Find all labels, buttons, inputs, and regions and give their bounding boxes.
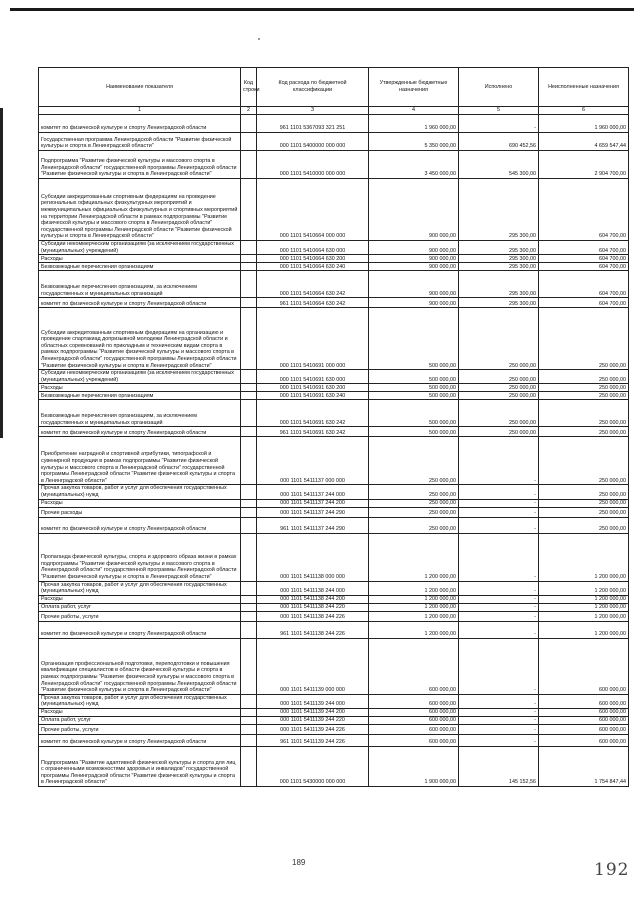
row-name: комитет по физической культуре и спорту Ленинградской области — [39, 517, 241, 533]
row-line-code — [241, 734, 257, 746]
row-executed: - — [459, 716, 539, 724]
row-name: Расходы — [39, 708, 241, 716]
row-budget-code: 000 1101 5410691 630 242 — [257, 400, 369, 427]
row-remaining: 1 200 000,00 — [539, 595, 629, 603]
table-row — [39, 437, 629, 485]
row-line-code — [241, 533, 257, 581]
row-budget-code: 000 1101 5411138 244 000 — [257, 581, 369, 595]
row-line-code — [241, 611, 257, 621]
row-approved: 250 000,00 — [369, 507, 459, 517]
table-row — [39, 263, 629, 271]
table-row — [39, 370, 629, 384]
row-approved: 1 200 000,00 — [369, 611, 459, 621]
row-approved: 1 200 000,00 — [369, 533, 459, 581]
table-row — [39, 499, 629, 507]
row-budget-code: 000 1101 5410691 630 200 — [257, 384, 369, 392]
row-budget-code: 000 1101 5411138 244 220 — [257, 603, 369, 611]
row-line-code — [241, 621, 257, 638]
row-executed: - — [459, 115, 539, 133]
header-budget-code: Код расхода по бюджетной классификации — [257, 68, 369, 107]
table-row — [39, 241, 629, 255]
row-line-code — [241, 241, 257, 255]
row-budget-code: 000 1101 5410664 630 242 — [257, 271, 369, 298]
row-budget-code: 000 1101 5410000 000 000 — [257, 151, 369, 179]
row-remaining: 1 200 000,00 — [539, 533, 629, 581]
row-line-code — [241, 298, 257, 308]
row-executed: - — [459, 724, 539, 734]
row-executed: 250 000,00 — [459, 384, 539, 392]
row-approved: 1 960 000,00 — [369, 115, 459, 133]
row-approved: 900 000,00 — [369, 255, 459, 263]
row-remaining: 600 000,00 — [539, 734, 629, 746]
row-name: комитет по физической культуре и спорту Ленинградской области — [39, 734, 241, 746]
table-row — [39, 708, 629, 716]
row-line-code — [241, 746, 257, 786]
row-budget-code: 000 1101 5411139 244 000 — [257, 694, 369, 708]
row-line-code — [241, 517, 257, 533]
row-executed: 250 000,00 — [459, 370, 539, 384]
row-name: Подпрограмма "Развитие адаптивной физической культуры и спорта для лиц с ограниченными возможностями здоровья и инвалидов" государственной программы Ленинградской области "Развитие физической культуры и спорта в Ленинградской области" — [39, 746, 241, 786]
row-remaining: 250 000,00 — [539, 507, 629, 517]
row-remaining: 604 700,00 — [539, 179, 629, 241]
table-row — [39, 638, 629, 694]
row-remaining: 250 000,00 — [539, 370, 629, 384]
table-row — [39, 716, 629, 724]
row-line-code — [241, 499, 257, 507]
row-budget-code: 000 1101 5411139 244 226 — [257, 724, 369, 734]
table-row — [39, 255, 629, 263]
row-line-code — [241, 179, 257, 241]
row-approved: 1 200 000,00 — [369, 621, 459, 638]
top-border-rule — [10, 8, 634, 11]
row-name: Оплата работ, услуг — [39, 716, 241, 724]
row-executed: 250 000,00 — [459, 400, 539, 427]
row-remaining: 250 000,00 — [539, 308, 629, 370]
row-approved: 5 350 000,00 — [369, 133, 459, 151]
row-budget-code: 000 1101 5411138 244 226 — [257, 611, 369, 621]
table-row — [39, 485, 629, 499]
table-row — [39, 427, 629, 437]
row-approved: 250 000,00 — [369, 499, 459, 507]
row-budget-code: 000 1101 5411137 000 000 — [257, 437, 369, 485]
row-executed: - — [459, 734, 539, 746]
row-budget-code: 000 1101 5410664 630 200 — [257, 255, 369, 263]
row-executed: - — [459, 533, 539, 581]
row-name: Расходы — [39, 255, 241, 263]
row-remaining: 600 000,00 — [539, 638, 629, 694]
row-executed: 295 300,00 — [459, 241, 539, 255]
left-margin-bar — [0, 108, 3, 438]
row-approved: 250 000,00 — [369, 517, 459, 533]
row-line-code — [241, 638, 257, 694]
header-approved: Утвержденные бюджетные назначения — [369, 68, 459, 107]
row-budget-code: 000 1101 5410691 630 240 — [257, 392, 369, 400]
table-row — [39, 611, 629, 621]
row-budget-code: 000 1101 5410691 630 000 — [257, 370, 369, 384]
table-row — [39, 179, 629, 241]
table-row — [39, 384, 629, 392]
table-row — [39, 581, 629, 595]
row-name: Безвозмездные перечисления организациям, за исключением государственных и муниципальных организаций — [39, 271, 241, 298]
row-name: Оплата работ, услуг — [39, 603, 241, 611]
row-remaining: 1 754 847,44 — [539, 746, 629, 786]
row-budget-code: 000 1101 5411138 000 000 — [257, 533, 369, 581]
row-approved: 1 200 000,00 — [369, 595, 459, 603]
row-executed: 295 300,00 — [459, 271, 539, 298]
row-budget-code: 000 1101 5411139 244 200 — [257, 708, 369, 716]
page-number: 189 — [292, 858, 306, 867]
row-line-code — [241, 133, 257, 151]
header-line-code: Код строки — [241, 68, 257, 107]
row-budget-code: 961 1101 5410664 630 242 — [257, 298, 369, 308]
report-page — [38, 67, 628, 787]
row-line-code — [241, 308, 257, 370]
row-remaining: 600 000,00 — [539, 708, 629, 716]
row-line-code — [241, 724, 257, 734]
row-name: Расходы — [39, 595, 241, 603]
row-executed: 295 300,00 — [459, 179, 539, 241]
row-budget-code: 961 1101 5367093 321 251 — [257, 115, 369, 133]
row-line-code — [241, 370, 257, 384]
row-name: Расходы — [39, 384, 241, 392]
row-executed: - — [459, 499, 539, 507]
row-name: Прочие работы, услуги — [39, 611, 241, 621]
row-executed: 690 452,56 — [459, 133, 539, 151]
row-name: Безвозмездные перечисления организациям — [39, 392, 241, 400]
row-remaining: 1 200 000,00 — [539, 611, 629, 621]
row-approved: 600 000,00 — [369, 694, 459, 708]
column-number: 1 — [39, 107, 241, 115]
column-number: 6 — [539, 107, 629, 115]
row-remaining: 604 700,00 — [539, 271, 629, 298]
row-line-code — [241, 392, 257, 400]
row-budget-code: 000 1101 5410691 000 000 — [257, 308, 369, 370]
scan-speck — [258, 38, 260, 40]
budget-execution-table — [38, 67, 629, 787]
row-budget-code: 000 1101 5411137 244 000 — [257, 485, 369, 499]
row-executed: - — [459, 595, 539, 603]
row-line-code — [241, 595, 257, 603]
row-budget-code: 961 1101 5411139 244 226 — [257, 734, 369, 746]
row-approved: 900 000,00 — [369, 263, 459, 271]
table-row — [39, 151, 629, 179]
table-row — [39, 400, 629, 427]
table-row — [39, 533, 629, 581]
row-executed: - — [459, 517, 539, 533]
row-name: Организация профессиональной подготовки, переподготовки и повышения квалификации специалистов в области физической культуры и спорта в рамках подпрограммы "Развитие физической культуры и массового спорта в Ленинградской области" государственной программы Ленинградской области "Развитие физической культуры и спорта в Ленинградской области" — [39, 638, 241, 694]
row-budget-code: 000 1101 5411137 244 290 — [257, 507, 369, 517]
row-approved: 1 200 000,00 — [369, 581, 459, 595]
row-approved: 900 000,00 — [369, 179, 459, 241]
row-executed: - — [459, 638, 539, 694]
row-executed: - — [459, 694, 539, 708]
row-line-code — [241, 507, 257, 517]
column-number: 5 — [459, 107, 539, 115]
row-approved: 600 000,00 — [369, 724, 459, 734]
row-line-code — [241, 263, 257, 271]
row-budget-code: 000 1101 5410664 630 000 — [257, 241, 369, 255]
row-remaining: 4 659 547,44 — [539, 133, 629, 151]
row-approved: 900 000,00 — [369, 241, 459, 255]
row-remaining: 250 000,00 — [539, 485, 629, 499]
row-name: Расходы — [39, 499, 241, 507]
header-remaining: Неисполненные назначения — [539, 68, 629, 107]
row-budget-code: 000 1101 5410664 000 000 — [257, 179, 369, 241]
row-executed: - — [459, 603, 539, 611]
column-number: 2 — [241, 107, 257, 115]
row-remaining: 250 000,00 — [539, 384, 629, 392]
row-approved: 250 000,00 — [369, 485, 459, 499]
row-approved: 1 200 000,00 — [369, 603, 459, 611]
row-name: Прочая закупка товаров, работ и услуг для обеспечения государственных (муниципальных) нужд — [39, 485, 241, 499]
row-name: Безвозмездные перечисления организациям — [39, 263, 241, 271]
row-budget-code: 000 1101 5430000 000 000 — [257, 746, 369, 786]
row-executed: - — [459, 507, 539, 517]
row-approved: 600 000,00 — [369, 638, 459, 694]
row-executed: 250 000,00 — [459, 427, 539, 437]
row-remaining: 600 000,00 — [539, 716, 629, 724]
row-budget-code: 000 1101 5410664 630 240 — [257, 263, 369, 271]
row-name: Безвозмездные перечисления организациям, за исключением государственных и муниципальных организаций — [39, 400, 241, 427]
row-approved: 600 000,00 — [369, 734, 459, 746]
handwritten-sheet-number: 192 — [594, 860, 630, 880]
row-name: Прочие расходы — [39, 507, 241, 517]
row-line-code — [241, 151, 257, 179]
row-name: комитет по физической культуре и спорту Ленинградской области — [39, 115, 241, 133]
row-remaining: 1 200 000,00 — [539, 621, 629, 638]
row-approved: 500 000,00 — [369, 384, 459, 392]
table-row — [39, 595, 629, 603]
row-approved: 900 000,00 — [369, 298, 459, 308]
row-executed: 545 300,00 — [459, 151, 539, 179]
row-remaining: 604 700,00 — [539, 241, 629, 255]
row-approved: 600 000,00 — [369, 716, 459, 724]
row-name: Субсидии некоммерческим организациям (за исключением государственных (муниципальных) учреждений) — [39, 241, 241, 255]
row-executed: - — [459, 621, 539, 638]
row-name: Пропаганда физической культуры, спорта и здорового образа жизни в рамках подпрограммы "Развитие физической культуры и массового спорта в Ленинградской области" государственной программы Ленинградской области "Развитие физической культуры и спорта в Ленинградской области" — [39, 533, 241, 581]
row-approved: 900 000,00 — [369, 271, 459, 298]
row-line-code — [241, 437, 257, 485]
table-row — [39, 115, 629, 133]
table-row — [39, 517, 629, 533]
table-row — [39, 271, 629, 298]
row-approved: 500 000,00 — [369, 392, 459, 400]
row-remaining: 250 000,00 — [539, 437, 629, 485]
row-line-code — [241, 716, 257, 724]
table-row — [39, 603, 629, 611]
table-row — [39, 734, 629, 746]
row-approved: 250 000,00 — [369, 437, 459, 485]
row-executed: 295 300,00 — [459, 255, 539, 263]
row-executed: 250 000,00 — [459, 392, 539, 400]
column-number-row — [39, 107, 629, 115]
row-name: комитет по физической культуре и спорту Ленинградской области — [39, 621, 241, 638]
header-executed: Исполнено — [459, 68, 539, 107]
row-name: Прочие работы, услуги — [39, 724, 241, 734]
row-approved: 500 000,00 — [369, 427, 459, 437]
column-number: 4 — [369, 107, 459, 115]
row-line-code — [241, 581, 257, 595]
row-name: Субсидии некоммерческим организациям (за исключением государственных (муниципальных) учреждений) — [39, 370, 241, 384]
row-name: Прочая закупка товаров, работ и услуг для обеспечения государственных (муниципальных) нужд — [39, 694, 241, 708]
row-executed: - — [459, 708, 539, 716]
table-row — [39, 392, 629, 400]
row-name: комитет по физической культуре и спорту Ленинградской области — [39, 427, 241, 437]
row-name: Приобретение наградной и спортивной атрибутики, типографской и сувенирной продукции в рамках подпрограммы "Развитие физической культуры и массового спорта в Ленинградской области" государственной программы Ленинградской области "Развитие физической культуры и спорта в Ленинградской области" — [39, 437, 241, 485]
row-line-code — [241, 255, 257, 263]
table-row — [39, 133, 629, 151]
table-row — [39, 308, 629, 370]
table-row — [39, 724, 629, 734]
row-approved: 3 450 000,00 — [369, 151, 459, 179]
row-line-code — [241, 384, 257, 392]
row-approved: 600 000,00 — [369, 708, 459, 716]
row-remaining: 2 904 700,00 — [539, 151, 629, 179]
table-row — [39, 507, 629, 517]
row-approved: 1 900 000,00 — [369, 746, 459, 786]
header-indicator-name: Наименование показателя — [39, 68, 241, 107]
row-name: Прочая закупка товаров, работ и услуг для обеспечения государственных (муниципальных) нужд — [39, 581, 241, 595]
row-budget-code: 000 1101 5411137 244 200 — [257, 499, 369, 507]
row-line-code — [241, 708, 257, 716]
row-executed: 295 300,00 — [459, 263, 539, 271]
row-remaining: 1 200 000,00 — [539, 603, 629, 611]
row-budget-code: 000 1101 5411139 244 220 — [257, 716, 369, 724]
row-remaining: 250 000,00 — [539, 392, 629, 400]
row-budget-code: 961 1101 5410691 630 242 — [257, 427, 369, 437]
row-name: Субсидии аккредитованным спортивным федерациям на проведение региональных официальных физкультурных мероприятий и межмуниципальных официальных физкультурных и спортивных мероприятий на территории Ленинградской области в рамках подпрограммы "Развитие физической культуры и массового спорта в Ленинградской области" государственной программы Ленинградской области "Развитие физической культуры и спорта в Ленинградской области" — [39, 179, 241, 241]
row-line-code — [241, 427, 257, 437]
row-line-code — [241, 603, 257, 611]
row-line-code — [241, 694, 257, 708]
row-remaining: 250 000,00 — [539, 400, 629, 427]
row-name: комитет по физической культуре и спорту Ленинградской области — [39, 298, 241, 308]
row-line-code — [241, 400, 257, 427]
row-line-code — [241, 115, 257, 133]
table-header-row — [39, 68, 629, 107]
row-approved: 500 000,00 — [369, 308, 459, 370]
row-budget-code: 000 1101 5400000 000 000 — [257, 133, 369, 151]
row-name: Государственная программа Ленинградской области "Развитие физической культуры и спорта в Ленинградской области" — [39, 133, 241, 151]
row-remaining: 250 000,00 — [539, 427, 629, 437]
row-executed: - — [459, 581, 539, 595]
table-row — [39, 621, 629, 638]
row-executed: - — [459, 437, 539, 485]
row-executed: 295 300,00 — [459, 298, 539, 308]
row-remaining: 600 000,00 — [539, 724, 629, 734]
row-line-code — [241, 271, 257, 298]
row-remaining: 604 700,00 — [539, 298, 629, 308]
row-name: Подпрограмма "Развитие физической культуры и массового спорта в Ленинградской области" государственной программы Ленинградской области "Развитие физической культуры и спорта в Ленинградской области" — [39, 151, 241, 179]
table-row — [39, 298, 629, 308]
table-row — [39, 694, 629, 708]
row-executed: 250 000,00 — [459, 308, 539, 370]
row-approved: 500 000,00 — [369, 370, 459, 384]
row-remaining: 1 960 000,00 — [539, 115, 629, 133]
row-budget-code: 961 1101 5411137 244 290 — [257, 517, 369, 533]
row-executed: - — [459, 485, 539, 499]
row-name: Субсидии аккредитованным спортивным федерациям на организацию и проведение спартакиад допризывной молодежи Ленинградской области и областных соревнований по прикладным и техническим видам спорта в рамках подпрограммы "Развитие физической культуры и массового спорта в Ленинградской области" государственной программы Ленинградской области "Развитие физической культуры и спорта в Ленинградской области" — [39, 308, 241, 370]
table-body — [39, 115, 629, 787]
row-remaining: 604 700,00 — [539, 263, 629, 271]
row-executed: - — [459, 611, 539, 621]
row-executed: 145 152,56 — [459, 746, 539, 786]
row-approved: 500 000,00 — [369, 400, 459, 427]
row-remaining: 250 000,00 — [539, 499, 629, 507]
row-remaining: 1 200 000,00 — [539, 581, 629, 595]
row-remaining: 604 700,00 — [539, 255, 629, 263]
row-remaining: 600 000,00 — [539, 694, 629, 708]
row-remaining: 250 000,00 — [539, 517, 629, 533]
row-line-code — [241, 485, 257, 499]
column-number: 3 — [257, 107, 369, 115]
row-budget-code: 961 1101 5411138 244 226 — [257, 621, 369, 638]
table-row — [39, 746, 629, 786]
row-budget-code: 000 1101 5411139 000 000 — [257, 638, 369, 694]
row-budget-code: 000 1101 5411138 244 200 — [257, 595, 369, 603]
